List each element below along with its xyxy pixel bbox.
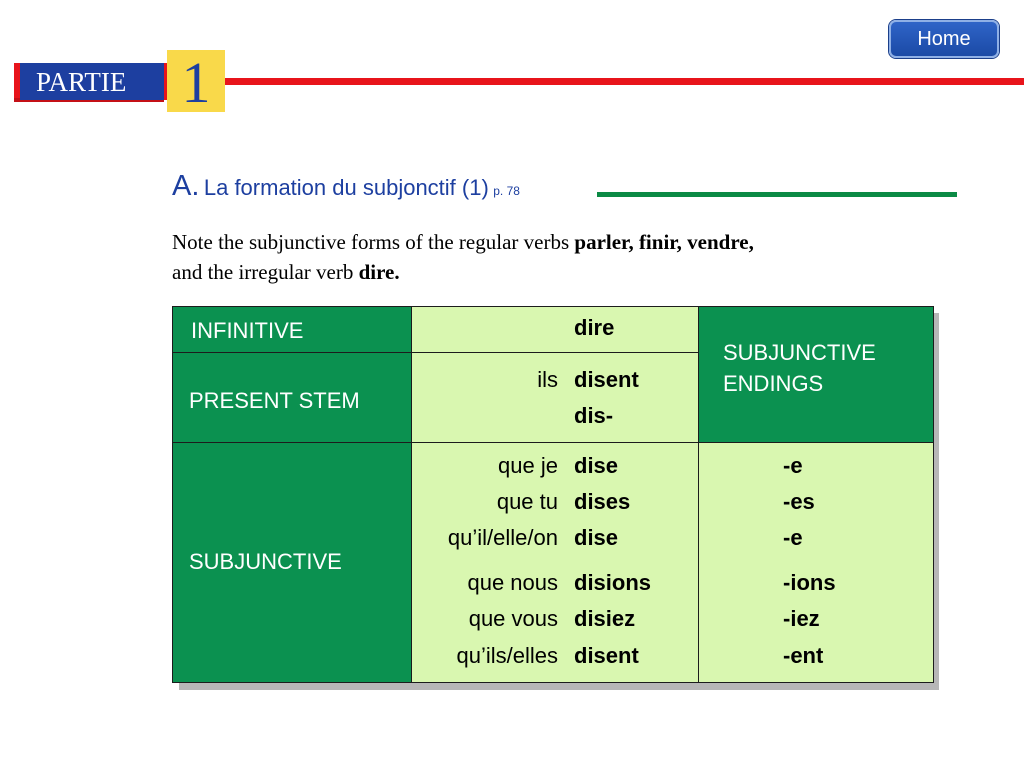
section-letter: A. [172, 170, 200, 202]
home-button[interactable]: Home [889, 20, 999, 58]
row-form: dise [574, 525, 619, 550]
header-red-line [225, 78, 1024, 85]
row-form: disions [574, 570, 652, 595]
endings-label-line2: ENDINGS [723, 371, 824, 396]
subjunctive-forms-cell [411, 442, 699, 683]
row-pronoun: que vous [468, 606, 558, 631]
partie-number: 1 [167, 50, 225, 112]
partie-label: PARTIE [20, 63, 164, 100]
stem-value-cell [411, 352, 699, 443]
subjunctive-label: SUBJUNCTIVE [189, 549, 342, 574]
stem-value: dis- [574, 403, 614, 428]
row-ending: -e [783, 525, 803, 550]
row-form: disiez [574, 606, 636, 631]
row-pronoun: que nous [467, 570, 558, 595]
stem-form: disent [574, 367, 639, 392]
stem-label-cell [172, 352, 412, 443]
intro-line1-text: Note the subjunctive forms of the regular verbs [172, 230, 575, 254]
row-pronoun: qu’il/elle/on [447, 525, 558, 550]
row-ending: -iez [783, 606, 820, 631]
infinitive-label-cell [172, 306, 412, 353]
row-ending: -ions [783, 570, 836, 595]
stem-pronoun: ils [537, 367, 558, 392]
row-ending: -ent [783, 643, 824, 668]
row-form: dises [574, 489, 631, 514]
section-title-text: La formation du subjonctif (1) [203, 175, 489, 200]
row-form: dise [574, 453, 619, 478]
endings-label-line1: SUBJUNCTIVE [723, 340, 876, 365]
infinitive-value-cell [411, 306, 699, 353]
row-ending: -e [783, 453, 803, 478]
intro-line2-verb: dire. [358, 260, 400, 284]
title-rule [597, 192, 957, 197]
endings-cell [698, 442, 934, 683]
infinitive-label: INFINITIVE [191, 318, 304, 343]
intro-line2-text: and the irregular verb [172, 260, 359, 284]
endings-label-cell [698, 306, 934, 443]
row-pronoun: qu’ils/elles [456, 643, 558, 668]
stem-label: PRESENT STEM [189, 388, 360, 413]
conjugation-table [172, 306, 932, 682]
section-title [172, 170, 520, 203]
intro-line1-verbs: parler, finir, vendre, [574, 230, 754, 254]
infinitive-value: dire [574, 315, 615, 340]
subjunctive-label-cell [172, 442, 412, 683]
page-reference: p. 78 [493, 184, 520, 198]
row-form: disent [574, 643, 639, 668]
row-pronoun: que tu [496, 489, 558, 514]
intro-paragraph [172, 227, 912, 287]
row-ending: -es [783, 489, 815, 514]
row-pronoun: que je [498, 453, 558, 478]
